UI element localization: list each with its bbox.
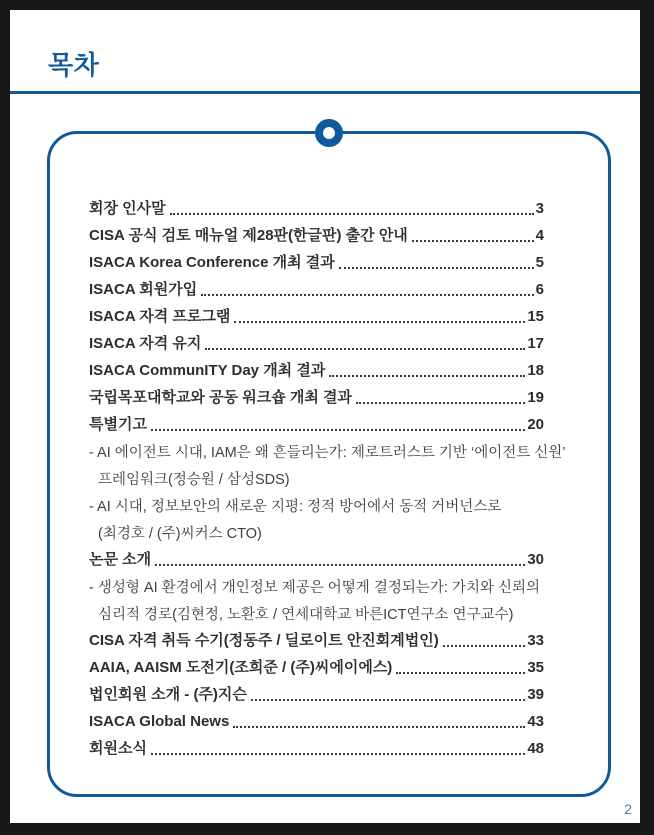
toc-entry[interactable] [89,327,544,354]
toc-entry-page: 35 [527,659,544,677]
toc-entry-label: CISA 자격 취득 수기(정동주 / 딜로이트 안진회계법인) [89,632,439,650]
toc-entry[interactable] [89,354,544,381]
toc-list [50,134,608,759]
toc-entry-label: 국립목포대학교와 공동 워크숍 개최 결과 [89,389,353,407]
dot-leader [396,672,525,674]
toc-entry-label: ISACA Global News [89,713,230,731]
toc-entry-page: 5 [535,254,544,272]
page-title: 목차 [48,50,100,80]
toc-subitem-line: (최경호 / (주)씨커스 CTO) [98,525,262,542]
dot-leader [155,564,525,566]
toc-entry-label: ISACA CommunITY Day 개최 결과 [89,362,326,380]
toc-entry-label: 회원소식 [89,740,147,758]
toc-entry[interactable] [89,705,544,732]
dot-leader [251,699,525,701]
toc-entry[interactable] [89,732,544,759]
dot-leader [356,402,525,404]
toc-entry-page: 4 [535,227,544,245]
toc-subitem-line: 심리적 경로(김현정, 노환호 / 연세대학교 바른ICT연구소 연구교수) [98,606,514,623]
toc-entry-label: ISACA 자격 유지 [89,335,202,353]
toc-entry[interactable] [89,219,544,246]
toc-entry-label: CISA 공식 검토 매뉴얼 제28판(한글판) 출간 안내 [89,227,408,245]
page-number: 2 [624,801,632,817]
dot-leader [443,645,526,647]
toc-entry-page: 17 [527,335,544,353]
toc-entry[interactable] [89,192,544,219]
toc-entry-label: ISACA Korea Conference 개최 결과 [89,254,335,272]
dot-leader [201,294,533,296]
toc-entry-page: 39 [527,686,544,704]
document-page [10,10,640,823]
toc-entry-label: ISACA 회원가입 [89,281,198,299]
toc-entry-page: 15 [527,308,544,326]
toc-entry-label: 회장 인사말 [89,200,166,218]
toc-entry-label: ISACA 자격 프로그램 [89,308,231,326]
toc-subitem-line: 프레임워크(정승원 / 삼성SDS) [98,471,290,488]
toc-entry-page: 48 [527,740,544,758]
dot-leader [170,213,534,215]
toc-entry[interactable] [89,246,544,273]
toc-entry[interactable] [89,678,544,705]
dot-leader [151,753,525,755]
toc-entry[interactable] [89,408,544,435]
toc-entry-page: 3 [535,200,544,218]
toc-entry[interactable] [89,543,544,570]
toc-entry-page: 43 [527,713,544,731]
dot-leader [412,240,534,242]
toc-entry-label: 특별기고 [89,416,147,434]
toc-entry[interactable] [89,651,544,678]
toc-entry-page: 20 [527,416,544,434]
dot-leader [329,375,525,377]
toc-subitem-line: - AI 시대, 정보보안의 새로운 지평: 정적 방어에서 동적 거버넌스로 [89,498,502,515]
toc-entry-page: 18 [527,362,544,380]
dot-leader [205,348,525,350]
toc-entry-page: 30 [527,551,544,569]
toc-box [47,131,611,797]
toc-subitem-line: - AI 에이전트 시대, IAM은 왜 흔들리는가: 제로트러스트 기반 ‘에이전트 신원’ [89,444,566,461]
toc-entry-page: 6 [535,281,544,299]
dot-leader [339,267,534,269]
dot-leader [233,726,525,728]
dot-leader [151,429,525,431]
toc-entry-page: 19 [527,389,544,407]
toc-entry[interactable] [89,624,544,651]
toc-entry[interactable] [89,300,544,327]
toc-entry[interactable] [89,381,544,408]
title-divider [10,91,640,94]
toc-entry-page: 33 [527,632,544,650]
toc-subitem-line: - 생성형 AI 환경에서 개인정보 제공은 어떻게 결정되는가: 가치와 신뢰의 [89,579,541,596]
dot-leader [234,321,525,323]
toc-entry[interactable] [89,273,544,300]
toc-entry-label: 법인회원 소개 - (주)지슨 [89,686,247,704]
toc-entry-label: 논문 소개 [89,551,152,569]
toc-entry-label: AAIA, AAISM 도전기(조희준 / (주)씨에이에스) [89,659,393,677]
